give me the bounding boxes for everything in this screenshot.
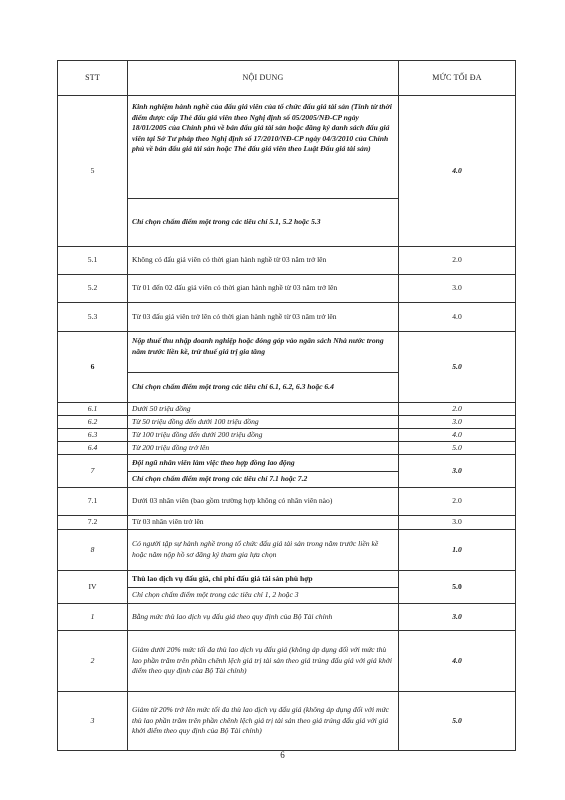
row-text: Thù lao dịch vụ đấu giá, chi phí đấu giá tài sản phù hợp <box>132 574 313 583</box>
row-max: 2.0 <box>399 403 516 416</box>
row-max: 4.0 <box>399 429 516 442</box>
row-stt: IV <box>58 571 128 604</box>
row-text: Từ 200 triệu đồng trở lên <box>128 442 399 455</box>
table-row <box>58 429 516 442</box>
table-row <box>58 403 516 416</box>
table-row <box>58 303 516 332</box>
row-max: 3.0 <box>399 604 516 631</box>
table-row <box>58 604 516 631</box>
row-stt: 7 <box>58 455 128 488</box>
row-max: 4.0 <box>399 96 516 247</box>
table-row <box>58 247 516 275</box>
row-text: Từ 100 triệu đồng đến dưới 200 triệu đồng <box>128 429 399 442</box>
row-text: Dưới 03 nhân viên (bao gồm trường hợp không có nhân viên nào) <box>128 488 399 516</box>
row-stt: 5.3 <box>58 303 128 332</box>
row-note: Chỉ chọn chấm điểm một trong các tiêu chí 7.1 hoặc 7.2 <box>128 471 398 486</box>
row-stt: 6.3 <box>58 429 128 442</box>
row-text: Kinh nghiệm hành nghề của đấu giá viên của tổ chức đấu giá tài sản (Tính từ thời điểm được cấp Thẻ đấu giá viên theo Nghị định số 05/2005/NĐ-CP ngày 18/01/2005 của Chính phủ về bán đấu giá tài sản hoặc đăng ký danh sách đấu giá viên tại Sở Tư pháp theo Nghị định số 17/2010/NĐ-CP ngày 04/3/2010 của Chính phủ về bán đấu giá tài sản hoặc Thẻ đấu giá viên theo Luật Đấu giá tài sản) <box>132 102 392 154</box>
row-max: 4.0 <box>399 631 516 692</box>
row-text: Từ 03 nhân viên trở lên <box>128 516 399 530</box>
row-max: 3.0 <box>399 516 516 530</box>
table-row <box>58 455 516 488</box>
page-number: 6 <box>280 750 285 760</box>
row-max: 4.0 <box>399 303 516 332</box>
row-stt: 6.1 <box>58 403 128 416</box>
row-text: Từ 03 đấu giá viên trở lên có thời gian hành nghề từ 03 năm trở lên <box>128 303 399 332</box>
table-row <box>58 442 516 455</box>
row-max: 1.0 <box>399 530 516 571</box>
table-row <box>58 96 516 247</box>
row-content <box>128 332 399 403</box>
criteria-table <box>57 60 516 751</box>
row-text: Có người tập sự hành nghề trong tổ chức đấu giá tài sản trong năm trước liền kề hoặc năm nộp hồ sơ đăng ký tham gia lựa chọn <box>128 530 399 571</box>
row-stt: 7.2 <box>58 516 128 530</box>
table-row <box>58 516 516 530</box>
row-text: Nộp thuế thu nhập doanh nghiệp hoặc đóng góp vào ngân sách Nhà nước trong năm trước liền kề, trừ thuế giá trị gia tăng <box>132 336 384 356</box>
table-row <box>58 416 516 429</box>
table-row <box>58 571 516 604</box>
row-max: 5.0 <box>399 442 516 455</box>
row-max: 3.0 <box>399 275 516 303</box>
table-row <box>58 631 516 692</box>
row-max: 3.0 <box>399 416 516 429</box>
row-text: Từ 50 triệu đồng đến dưới 100 triệu đồng <box>128 416 399 429</box>
row-max: 2.0 <box>399 247 516 275</box>
row-text: Bằng mức thù lao dịch vụ đấu giá theo quy định của Bộ Tài chính <box>128 604 399 631</box>
row-stt: 6.4 <box>58 442 128 455</box>
header-max: MỨC TỐI ĐA <box>399 61 516 96</box>
table-row <box>58 488 516 516</box>
row-content <box>128 571 399 604</box>
table-row <box>58 692 516 751</box>
row-stt: 2 <box>58 631 128 692</box>
row-stt: 5.1 <box>58 247 128 275</box>
row-max: 5.0 <box>399 692 516 751</box>
table-row <box>58 332 516 403</box>
table-header-row <box>58 61 516 96</box>
row-text: Giảm từ 20% trở lên mức tối đa thù lao dịch vụ đấu giá (không áp dụng đối với mức thù lao phần trăm trên phần chênh lệch giá trị tài sản theo giá trúng đấu giá với giá khởi điểm theo quy định của Bộ Tài chính) <box>128 692 399 751</box>
table-row <box>58 530 516 571</box>
row-stt: 6 <box>58 332 128 403</box>
row-text: Dưới 50 triệu đồng <box>128 403 399 416</box>
row-content <box>128 96 399 247</box>
row-text: Giảm dưới 20% mức tối đa thù lao dịch vụ đấu giá (không áp dụng đối với mức thù lao phần trăm trên phần chênh lệch giá trị tài sản theo giá trúng đấu giá với giá khởi điểm theo quy định của Bộ Tài chính) <box>128 631 399 692</box>
row-max: 2.0 <box>399 488 516 516</box>
header-content: NỘI DUNG <box>128 61 399 96</box>
row-note: Chỉ chọn chấm điểm một trong các tiêu chí 6.1, 6.2, 6.3 hoặc 6.4 <box>128 372 398 401</box>
row-content <box>128 455 399 488</box>
row-stt: 1 <box>58 604 128 631</box>
row-text: Đội ngũ nhân viên làm việc theo hợp đồng lao động <box>132 458 295 467</box>
row-note: Chỉ chọn chấm điểm một trong các tiêu chí 5.1, 5.2 hoặc 5.3 <box>128 198 398 245</box>
row-max: 5.0 <box>399 571 516 604</box>
header-stt: STT <box>58 61 128 96</box>
row-stt: 5 <box>58 96 128 247</box>
row-note: Chỉ chọn chấm điểm một trong các tiêu chí 1, 2 hoặc 3 <box>128 587 398 602</box>
row-stt: 7.1 <box>58 488 128 516</box>
row-text: Từ 01 đến 02 đấu giá viên có thời gian hành nghề từ 03 năm trở lên <box>128 275 399 303</box>
table-row <box>58 275 516 303</box>
row-max: 3.0 <box>399 455 516 488</box>
row-text: Không có đấu giá viên có thời gian hành nghề từ 03 năm trở lên <box>128 247 399 275</box>
row-stt: 8 <box>58 530 128 571</box>
row-stt: 5.2 <box>58 275 128 303</box>
row-max: 5.0 <box>399 332 516 403</box>
row-stt: 6.2 <box>58 416 128 429</box>
row-stt: 3 <box>58 692 128 751</box>
